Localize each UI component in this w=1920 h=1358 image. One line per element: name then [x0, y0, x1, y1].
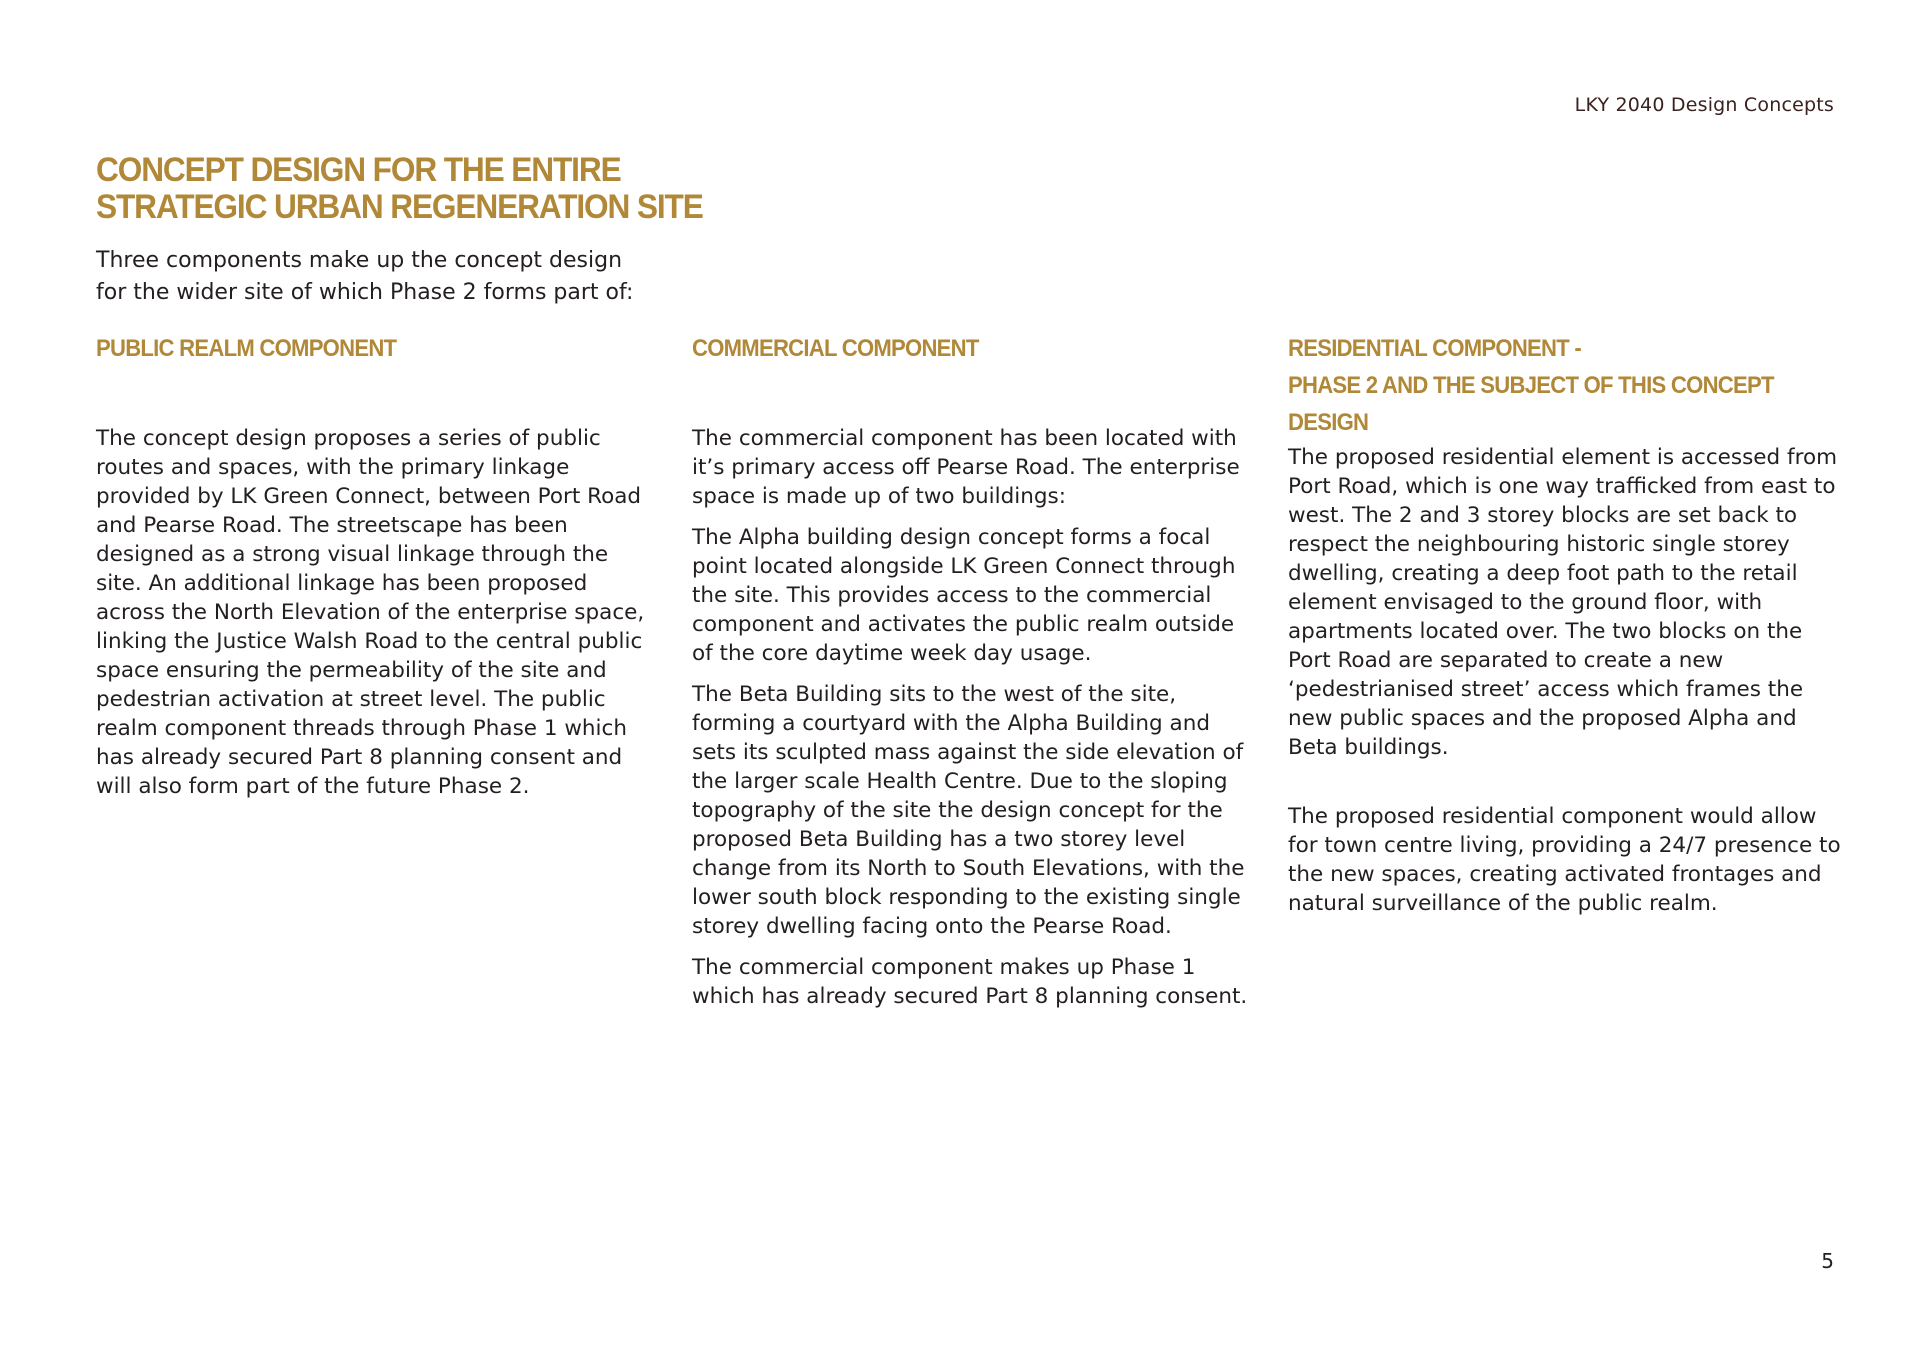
commercial-body — [692, 424, 1252, 1011]
paragraph: The proposed residential element is accessed from Port Road, which is one way trafficked from east to west. The 2 and 3 storey blocks are set back to respect the neighbouring historic single storey dwelling, creating a deep foot path to the retail element envisaged to the ground floor, with apartments located over. The two blocks on the Port Road are separated to create a new ‘pedestrianised street’ access which frames the new public spaces and the proposed Alpha and Beta buildings. — [1288, 445, 1838, 760]
intro-line-2: for the wider site of which Phase 2 forms part of: — [96, 280, 634, 305]
public-realm-heading — [96, 330, 611, 367]
paragraph: The concept design proposes a series of public routes and spaces, with the primary linkage provided by LK Green Connect, between Port Road and Pearse Road. The streetscape has been designed as a strong visual linkage through the site. An additional linkage has been proposed across the North Elevation of the enterprise space, linking the Justice Walsh Road to the central public space ensuring the permeability of the site and pedestrian activation at street level. The public realm component threads through Phase 1 which has already secured Part 8 planning consent and will also form part of the future Phase 2. — [96, 426, 645, 799]
heading-line: COMMERCIAL COMPONENT — [692, 335, 979, 362]
page-title-line-2: STRATEGIC URBAN REGENERATION SITE — [96, 188, 703, 226]
commercial-heading — [692, 330, 1207, 367]
residential-column — [1288, 330, 1848, 930]
residential-heading — [1288, 330, 1803, 441]
intro-line-1: Three components make up the concept design — [96, 248, 623, 273]
paragraph: The Alpha building design concept forms a focal point located alongside LK Green Connect through the site. This provides access to the commercial component and activates the public realm outside of the core daytime week day usage. — [692, 525, 1236, 666]
heading-line: RESIDENTIAL COMPONENT - — [1288, 335, 1582, 362]
heading-line: PUBLIC REALM COMPONENT — [96, 335, 397, 362]
commercial-column — [692, 330, 1252, 1023]
residential-body — [1288, 443, 1848, 918]
paragraph: The commercial component has been located with it’s primary access off Pearse Road. The enterprise space is made up of two buildings: — [692, 426, 1240, 509]
page-title — [96, 152, 747, 226]
paragraph: The commercial component makes up Phase 1 which has already secured Part 8 planning consent. — [692, 955, 1248, 1009]
intro-text — [96, 245, 696, 309]
document-header-tag: LKY 2040 Design Concepts — [1574, 94, 1834, 116]
public-realm-column — [96, 330, 656, 813]
paragraph: The Beta Building sits to the west of the site, forming a courtyard with the Alpha Building and sets its sculpted mass against the side elevation of the larger scale Health Centre. Due to the sloping topography of the site the design concept for the proposed Beta Building has a two storey level change from its North to South Elevations, with the lower south block responding to the existing single storey dwelling facing onto the Pearse Road. — [692, 682, 1245, 939]
public-realm-body — [96, 424, 656, 801]
page-title-line-1: CONCEPT DESIGN FOR THE ENTIRE — [96, 151, 621, 189]
page-number: 5 — [1821, 1249, 1834, 1273]
paragraph: The proposed residential component would allow for town centre living, providing a 24/7 presence to the new spaces, creating activated frontages and natural surveillance of the public realm. — [1288, 804, 1841, 916]
heading-line: PHASE 2 AND THE SUBJECT OF THIS CONCEPT DESIGN — [1288, 372, 1774, 436]
